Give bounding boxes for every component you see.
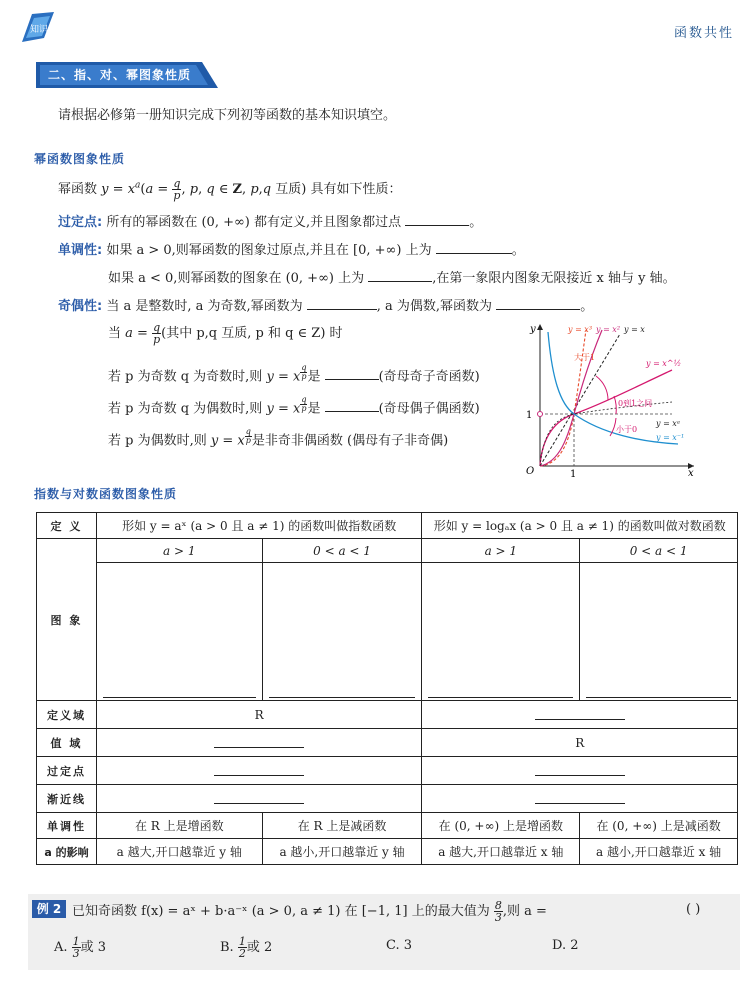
q-over-p-fraction: $\frac{q}{p}$ <box>173 177 181 202</box>
fractional-case-text: (其中 p,q 互质, p 和 q ∈ Z) 时 <box>161 326 343 341</box>
log-gt1-graph-area[interactable] <box>422 563 580 701</box>
property-monotonic-negative <box>108 267 676 286</box>
row-domain <box>37 701 738 729</box>
row-range-label: 值 域 <box>37 729 97 757</box>
label-y-x-inverse: y = x⁻¹ <box>656 433 685 442</box>
label-greater-than-one: 大于1 <box>574 353 596 362</box>
exp-cond-gt1: a > 1 <box>96 539 262 563</box>
origin-label: O <box>526 466 535 477</box>
exp-range-blank[interactable] <box>96 729 422 757</box>
row-definition-label: 定 义 <box>37 513 97 539</box>
option-c[interactable]: C. 3 <box>386 938 413 953</box>
option-a-text: 或 3 <box>80 940 107 955</box>
parity-text-1: 当 a 是整数时, a 为奇数,幂函数为 <box>106 299 303 314</box>
row-graph-area <box>37 563 738 701</box>
case-odd-odd-is: 是 <box>307 369 321 385</box>
monotonic-blank-2[interactable] <box>368 270 432 282</box>
case-odd-even-is: 是 <box>307 401 321 417</box>
case-odd-odd-text: 若 p 为奇数 q 为奇数时,则 <box>108 369 263 385</box>
parity-keyword: 奇偶性: <box>58 299 103 314</box>
option-a-fraction: $\frac{1}{3}$ <box>72 935 80 960</box>
option-b-letter: B. <box>220 940 234 955</box>
log-domain-blank[interactable] <box>422 701 738 729</box>
row-domain-label: 定义域 <box>37 701 97 729</box>
row-asymptote-label: 渐近线 <box>37 785 97 813</box>
label-y-x-half: y = x^½ <box>646 359 682 368</box>
effect-exp-lt1: a 越小,开口越靠近 y 轴 <box>262 839 422 865</box>
q-over-p-fraction-2: $\frac{q}{p}$ <box>153 321 161 346</box>
case-odd-odd-blank[interactable] <box>325 368 379 380</box>
mono-exp-gt1: 在 R 上是增函数 <box>96 813 262 839</box>
power-function-graph <box>512 318 698 478</box>
row-definition <box>37 513 738 539</box>
exp-definition: 形如 y = aˣ (a > 0 且 a ≠ 1) 的函数叫做指数函数 <box>96 513 422 539</box>
row-fixed-point-label: 过定点 <box>37 757 97 785</box>
point-0-1 <box>538 412 543 417</box>
fixed-point-text: 所有的幂函数在 (0, +∞) 都有定义,并且图象都过点 <box>106 215 402 230</box>
monotonic-neg-text-1: 如果 a < 0,则幂函数的图象在 (0, +∞) 上为 <box>108 271 365 286</box>
expo-log-section-title: 指数与对数函数图象性质 <box>34 487 178 501</box>
header-title: 函数共性 <box>673 26 734 41</box>
property-fractional-case: 当 a = $\frac{q}{p}$ (其中 p,q 互质, p 和 q ∈ Z) 时 <box>108 321 343 346</box>
case-even: 若 p 为偶数时,则 y = x $^{\frac{q}{p}}$ 是非奇非偶函数 (偶母有子非奇偶) <box>108 427 449 449</box>
property-monotonic: 单调性: 如果 a > 0,则幂函数的图象过原点,并且在 [0, +∞) 上为 。 <box>58 243 525 258</box>
power-definition: 幂函数 $y = x^a(a$ = $\frac{q}{p}$ , p, q ∈ Z, p,q 互质) 具有如下性质： <box>58 177 402 202</box>
y-axis-arrow-icon <box>537 324 543 330</box>
x-tick-one: 1 <box>570 469 577 478</box>
option-b-fraction: $\frac{1}{2}$ <box>238 935 246 960</box>
row-monotonic-label: 单调性 <box>37 813 97 839</box>
property-parity: 奇偶性: 当 a 是整数时, a 为奇数,幂函数为 , a 为偶数,幂函数为 。 <box>58 299 594 314</box>
monotonic-text: 如果 a > 0,则幂函数的图象过原点,并且在 [0, +∞) 上为 <box>106 243 432 258</box>
y-tick-one: 1 <box>526 410 533 421</box>
log-lt1-graph-area[interactable] <box>580 563 738 701</box>
expo-log-table <box>36 512 738 865</box>
case-odd-odd: 若 p 为奇数 q 为奇数时,则 y = x $^{\frac{q}{p}}$ 是 (奇母奇子奇函数) <box>108 363 480 385</box>
option-a[interactable] <box>54 936 106 959</box>
parity-blank-even[interactable] <box>496 298 580 310</box>
log-fixed-point-blank[interactable] <box>422 757 738 785</box>
row-effect-label: a 的影响 <box>37 839 97 865</box>
answer-paren[interactable]: ( ) <box>686 902 701 917</box>
example-stem-end: ,则 a = <box>502 904 547 919</box>
log-asymptote-blank[interactable] <box>422 785 738 813</box>
case-odd-even-text: 若 p 为奇数 q 为偶数时,则 <box>108 401 263 417</box>
monotonic-neg-text-2: ,在第一象限内图象无限接近 x 轴与 y 轴。 <box>432 271 676 286</box>
parity-blank-odd[interactable] <box>307 298 377 310</box>
row-graph-label: 图 象 <box>37 539 97 701</box>
case-odd-even-hint: (奇母偶子偶函数) <box>378 401 480 417</box>
power-def-rest: 互质) <box>275 182 307 197</box>
log-cond-gt1: a > 1 <box>422 539 580 563</box>
fixed-point-blank[interactable] <box>405 214 469 226</box>
effect-exp-gt1: a 越大,开口越靠近 y 轴 <box>96 839 262 865</box>
property-fixed-point: 过定点: 所有的幂函数在 (0, +∞) 都有定义,并且图象都过点 。 <box>58 215 483 230</box>
arc-greater-than-one <box>596 376 608 400</box>
label-y-x-cubed: y = x³ <box>568 325 593 334</box>
label-y-x: y = x <box>624 325 645 334</box>
log-definition: 形如 y = logₐx (a > 0 且 a ≠ 1) 的函数叫做对数函数 <box>422 513 738 539</box>
section-intro: 请根据必修第一册知识完成下列初等函数的基本知识填空。 <box>58 108 397 123</box>
monotonic-blank-1[interactable] <box>436 242 512 254</box>
exp-fixed-point-blank[interactable] <box>96 757 422 785</box>
case-even-text-2: 是非奇非偶函数 (偶母有子非奇偶) <box>251 433 449 449</box>
mono-log-gt1: 在 (0, +∞) 上是增函数 <box>422 813 580 839</box>
row-fixed-point <box>37 757 738 785</box>
power-def-prefix: 幂函数 <box>58 182 98 197</box>
row-range <box>37 729 738 757</box>
row-asymptote <box>37 785 738 813</box>
curve-y-x-squared <box>540 330 602 466</box>
y-axis-label: y <box>530 324 536 335</box>
option-b[interactable] <box>220 936 272 959</box>
exp-cond-lt1: 0 < a < 1 <box>262 539 422 563</box>
row-conditions <box>37 539 738 563</box>
arc-between-zero-one <box>614 396 616 414</box>
example-badge: 例 2 <box>32 900 66 918</box>
case-even-text: 若 p 为偶数时,则 <box>108 433 207 449</box>
logo-icon <box>18 8 58 48</box>
label-between-zero-one: 0到1之间 <box>618 399 653 408</box>
exp-domain: R <box>96 701 422 729</box>
option-a-letter: A. <box>54 940 68 955</box>
case-odd-odd-hint: (奇母奇子奇函数) <box>378 369 480 385</box>
label-less-than-zero: 小于0 <box>616 425 638 434</box>
section-banner-text: 二、指、对、幂图象性质 <box>48 68 192 82</box>
row-monotonic <box>37 813 738 839</box>
power-section-title: 幂函数图象性质 <box>34 152 126 166</box>
mono-log-lt1: 在 (0, +∞) 上是减函数 <box>580 813 738 839</box>
exp-gt1-graph-area[interactable] <box>96 563 262 701</box>
power-def-mid: 具有如下性质： <box>310 182 402 197</box>
fixed-point-keyword: 过定点: <box>58 215 103 230</box>
x-axis-label: x <box>688 468 694 478</box>
option-d[interactable]: D. 2 <box>552 938 579 953</box>
row-effect <box>37 839 738 865</box>
example-stem-text: 已知奇函数 f(x) = aˣ + b·a⁻ˣ (a > 0, a ≠ 1) 在 [−1, 1] 上的最大值为 <box>72 904 490 919</box>
label-y-x-squared: y = x² <box>596 325 621 334</box>
label-y-x-a: y = xᵃ <box>656 419 680 428</box>
monotonic-keyword: 单调性: <box>58 243 103 258</box>
effect-log-lt1: a 越小,开口越靠近 x 轴 <box>580 839 738 865</box>
case-odd-even: 若 p 为奇数 q 为偶数时,则 y = x $^{\frac{q}{p}}$ 是 (奇母偶子偶函数) <box>108 395 480 417</box>
effect-log-gt1: a 越大,开口越靠近 x 轴 <box>422 839 580 865</box>
logo-text: 知识 <box>30 25 49 35</box>
parity-text-2: , a 为偶数,幂函数为 <box>376 299 493 314</box>
example-stem <box>72 900 547 923</box>
exp-lt1-graph-area[interactable] <box>262 563 422 701</box>
example-stem-fraction: $\frac{8}{3}$ <box>494 899 502 924</box>
exp-asymptote-blank[interactable] <box>96 785 422 813</box>
option-b-text: 或 2 <box>246 940 273 955</box>
log-cond-lt1: 0 < a < 1 <box>580 539 738 563</box>
case-odd-even-blank[interactable] <box>325 400 379 412</box>
mono-exp-lt1: 在 R 上是减函数 <box>262 813 422 839</box>
log-range: R <box>422 729 738 757</box>
